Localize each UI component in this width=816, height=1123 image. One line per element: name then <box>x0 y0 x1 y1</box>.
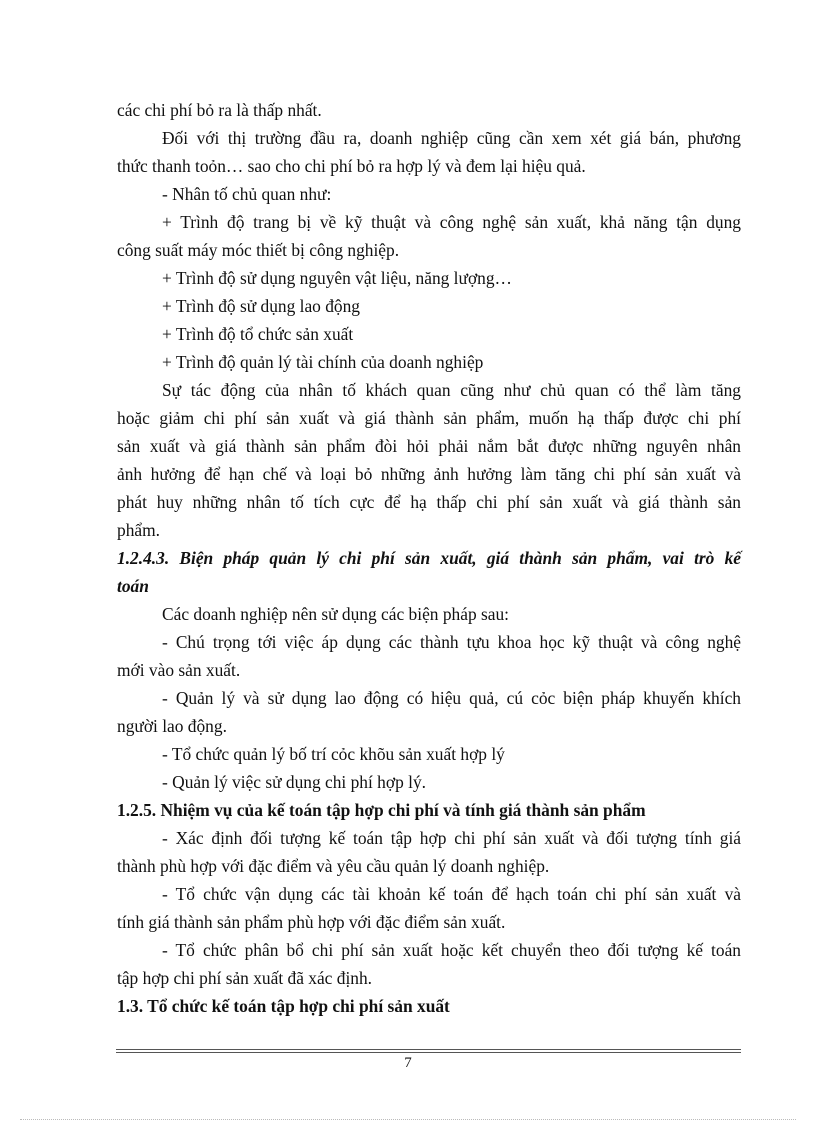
body-text-line: người lao động. <box>117 716 227 736</box>
body-text-line: phẩm. <box>117 520 160 540</box>
body-text-line: + Trình độ tổ chức sản xuất <box>162 324 354 344</box>
body-text-line: Sự tác động của nhân tố khách quan cũng như chủ quan có thể làm tăng <box>162 380 741 400</box>
body-text-line: thức thanh toỏn… sao cho chi phí bỏ ra hợp lý và đem lại hiệu quả. <box>117 156 586 176</box>
section-heading-1-2-4-3-cont: toán <box>117 576 149 596</box>
body-text-line: - Xác định đối tượng kế toán tập hợp chi phí sản xuất và đối tượng tính giá <box>162 828 741 848</box>
body-text-line: - Tổ chức phân bổ chi phí sản xuất hoặc kết chuyển theo đối tượng kế toán <box>162 940 741 960</box>
body-text-line: Các doanh nghiệp nên sử dụng các biện pháp sau: <box>162 604 509 624</box>
body-text-line: ảnh hưởng để hạn chế và loại bỏ những ảnh hưởng làm tăng chi phí sản xuất và <box>117 464 741 484</box>
body-text-line: sản xuất và giá thành sản phẩm đòi hỏi phải nắm bắt được những nguyên nhân <box>117 436 741 456</box>
body-text-line: tập hợp chi phí sản xuất đã xác định. <box>117 968 373 988</box>
body-text-line: + Trình độ quản lý tài chính của doanh nghiệp <box>162 352 484 372</box>
body-text-line: + Trình độ trang bị về kỹ thuật và công nghệ sản xuất, khả năng tận dụng <box>162 212 741 232</box>
body-text-line: - Quản lý việc sử dụng chi phí hợp lý. <box>162 772 426 792</box>
body-text-line: phát huy những nhân tố tích cực để hạ thấp chi phí sản xuất và giá thành sản <box>117 492 741 512</box>
body-text-line: - Tổ chức vận dụng các tài khoản kế toán để hạch toán chi phí sản xuất và <box>162 884 741 904</box>
body-text-line: hoặc giảm chi phí sản xuất và giá thành sản phẩm, muốn hạ thấp được chi phí <box>117 408 741 428</box>
body-text-line: mới vào sản xuất. <box>117 660 241 680</box>
body-text-line: - Tổ chức quản lý bố trí cỏc khõu sản xuất hợp lý <box>162 744 505 764</box>
body-text-line: - Chú trọng tới việc áp dụng các thành tựu khoa học kỹ thuật và công nghệ <box>162 632 741 652</box>
body-text-line: - Quản lý và sử dụng lao động có hiệu quả, cú cỏc biện pháp khuyến khích <box>162 688 741 708</box>
body-text-line: + Trình độ sử dụng nguyên vật liệu, năng lượng… <box>162 268 512 288</box>
section-heading-1-3: 1.3. Tổ chức kế toán tập hợp chi phí sản xuất <box>117 996 450 1016</box>
body-text-line: - Nhân tố chủ quan như: <box>162 184 332 204</box>
body-text-line: thành phù hợp với đặc điểm và yêu cầu quản lý doanh nghiệp. <box>117 856 550 876</box>
body-text-line: công suất máy móc thiết bị công nghiệp. <box>117 240 400 260</box>
body-text-line: + Trình độ sử dụng lao động <box>162 296 360 316</box>
section-heading-1-2-4-3: 1.2.4.3. Biện pháp quản lý chi phí sản xuất, giá thành sản phẩm, vai trò kế <box>117 548 741 568</box>
section-heading-1-2-5: 1.2.5. Nhiệm vụ của kế toán tập hợp chi phí và tính giá thành sản phẩm <box>117 800 646 820</box>
body-text-line: Đối với thị trường đầu ra, doanh nghiệp cũng cần xem xét giá bán, phương <box>162 128 741 148</box>
body-text-line: các chi phí bỏ ra là thấp nhất. <box>117 100 322 120</box>
body-text-line: tính giá thành sản phẩm phù hợp với đặc điểm sản xuất. <box>117 912 506 932</box>
page-number: 7 <box>404 1055 412 1071</box>
page-bottom-border <box>20 1119 796 1120</box>
footer-rule-top <box>116 1049 741 1050</box>
